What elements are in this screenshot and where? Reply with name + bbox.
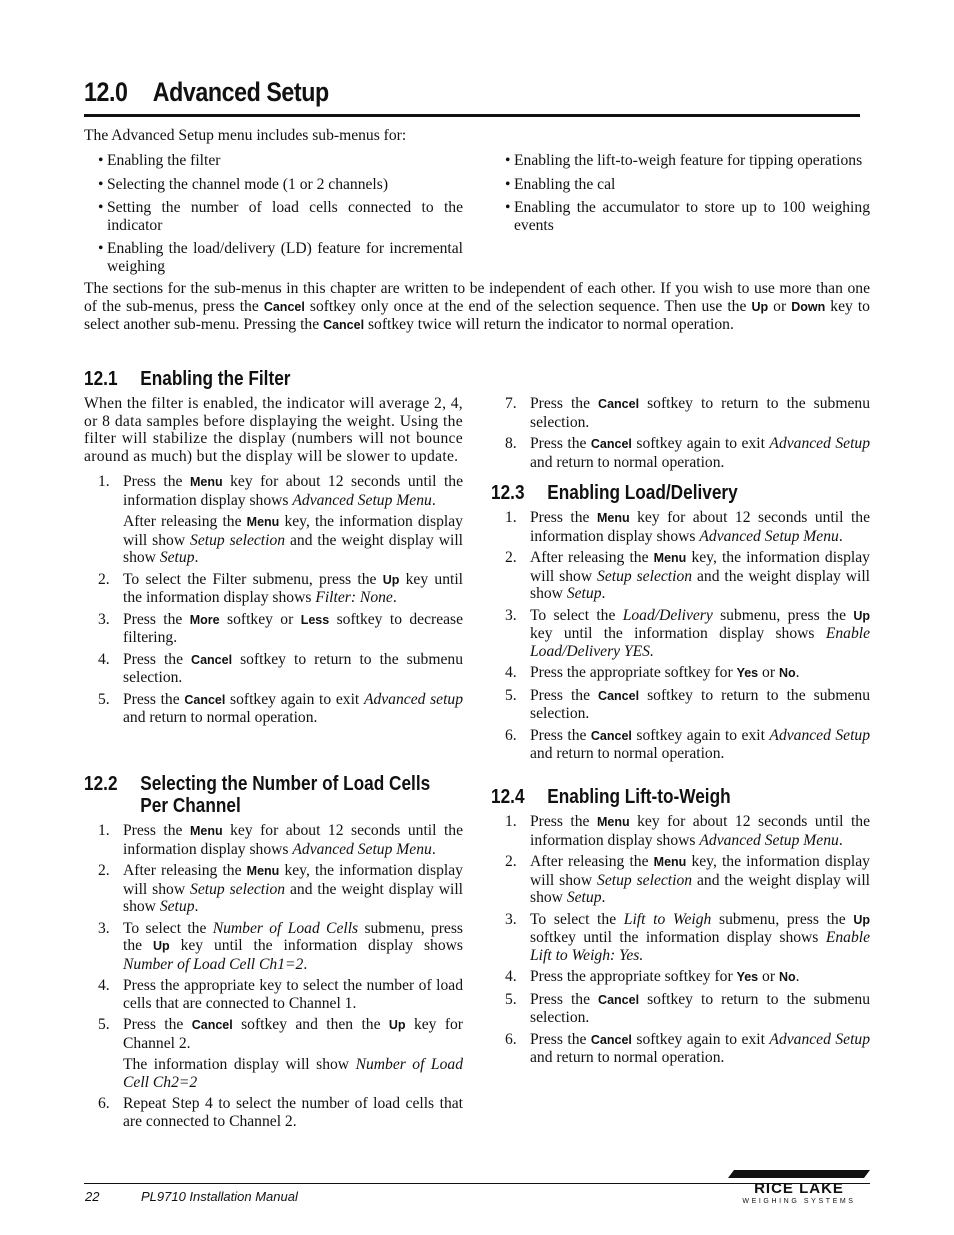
page-title [84,74,751,110]
list-item: 3. To select the Number of Load Cells submenu, press the Up key until the information display shows Number of Load Cell Ch1=2. [98,919,463,973]
cancel-key: Cancel [590,437,632,451]
cancel-key: Cancel [590,728,632,743]
list-item: 4. Press the appropriate softkey for Yes or No. [505,664,800,681]
up-key: Up [853,608,870,623]
cancel-key: Cancel [590,1032,632,1047]
submenu-list-right [505,152,870,240]
cancel-key: Cancel [598,992,640,1007]
section-12-1-continued [491,395,870,475]
list-item: 3. To select the Load/Delivery submenu, press the Up key until the information display shows Enable Load/Delivery YES. [505,606,870,660]
list-item: • Enabling the accumulator to store up to 100 weighing events [505,199,870,234]
logo-tagline: WEIGHING SYSTEMS [742,1198,856,1205]
cancel-key: Cancel [184,692,226,707]
menu-key: Menu [596,815,630,829]
menu-key: Menu [189,475,223,489]
filter-paragraph: When the filter is enabled, the indicator will average 2, 4, or 8 data samples before displaying the weight. Using the filter will stabilize the display (numbers will not bounce around as much) but the display will be slower to update. [84,395,463,465]
list-item: 2. After releasing the Menu key, the information display will show Setup selection and the weight display will show Setup. [505,853,870,906]
list-item: 1. Press the Menu key for about 12 seconds until the information display shows Advanced Setup Menu. After releasing the Menu key, the information display will show Setup selection and the weight display will show Setup. [98,473,463,566]
list-item: 2. To select the Filter submenu, press the Up key until the information display shows Filter: None. [98,570,463,606]
list-item: 3. Press the More softkey or Less softkey to decrease filtering. [98,610,464,646]
section-12-3-heading: 12.3 Enabling Load/Delivery [491,481,738,504]
menu-key: Menu [246,515,280,529]
section-12-2-body [84,822,463,1134]
up-key: Up [751,299,769,314]
list-item: • Enabling the lift-to-weigh feature for tipping operations [505,152,870,170]
no-key: No [778,666,796,680]
section-12-3-body [491,509,870,767]
list-item: 7. Press the Cancel softkey to return to the submenu selection. [505,395,870,431]
list-item: • Enabling the filter [98,152,463,170]
menu-key: Menu [653,551,687,565]
up-key: Up [388,1018,406,1032]
page-number: 22 [85,1189,100,1204]
list-item: 8. Press the Cancel softkey again to exit Advanced Setup and return to normal operation. [505,435,871,471]
no-key: No [778,970,796,984]
list-item: 4. Press the Cancel softkey to return to the submenu selection. [98,650,463,686]
cancel-key: Cancel [191,652,233,667]
cancel-key: Cancel [323,318,365,332]
cancel-key: Cancel [598,688,640,703]
list-item: 6. Press the Cancel softkey again to exit Advanced Setup and return to normal operation. [505,726,871,762]
list-item: 6. Press the Cancel softkey again to exit Advanced Setup and return to normal operation. [505,1030,871,1066]
section-12-1-body [84,395,463,731]
yes-key: Yes [736,666,759,680]
up-key: Up [853,912,870,927]
menu-key: Menu [189,824,223,838]
list-item: 6. Repeat Step 4 to select the number of load cells that are connected to Channel 2. [98,1095,463,1130]
chapter-title: Advanced Setup [152,77,329,107]
submenu-list-left [98,152,463,281]
chapter-number: 12.0 [84,77,128,107]
title-rule [84,114,860,117]
up-key: Up [152,939,170,953]
down-key: Down [791,299,826,314]
list-item: 4. Press the appropriate softkey for Yes or No. [505,968,800,985]
intro-text: The Advanced Setup menu includes sub-menus for: [84,127,407,144]
menu-key: Menu [653,855,687,869]
list-item: 5. Press the Cancel softkey to return to the submenu selection. [505,686,870,722]
list-item: 1. Press the Menu key for about 12 seconds until the information display shows Advanced Setup Menu. [505,509,870,545]
less-key: Less [300,612,330,627]
logo-wordmark: RICE LAKE [754,1180,844,1197]
list-item: 5. Press the Cancel softkey again to exit Advanced setup and return to normal operation. [98,690,464,726]
list-item: 1. Press the Menu key for about 12 seconds until the information display shows Advanced Setup Menu. [98,822,463,858]
menu-key: Menu [246,864,280,878]
yes-key: Yes [736,970,759,984]
menu-key: Menu [596,511,630,525]
section-12-2-heading: 12.2 Selecting the Number of Load Cells Per Channel [84,772,431,817]
list-item: • Selecting the channel mode (1 or 2 channels) [98,176,463,194]
list-item: 2. After releasing the Menu key, the information display will show Setup selection and the weight display will show Setup. [98,862,463,915]
list-item: 4. Press the appropriate key to select the number of load cells that are connected to Channel 1. [98,977,463,1012]
list-item: 2. After releasing the Menu key, the information display will show Setup selection and the weight display will show Setup. [505,549,870,602]
section-12-4-heading: 12.4 Enabling Lift-to-Weigh [491,785,731,808]
list-item: • Enabling the load/delivery (LD) feature for incremental weighing [98,240,463,275]
manual-title: PL9710 Installation Manual [141,1189,298,1204]
sections-paragraph: The sections for the sub-menus in this chapter are written to be independent of each other. If you wish to use more than one of the sub-menus, press the Cancel softkey only once at the end of the selection sequence. Then use the Up or Down key to select another sub-menu. Pressing the Cancel softkey twice will return the indicator to normal operation. [84,280,870,333]
cancel-key: Cancel [598,397,640,411]
cancel-key: Cancel [191,1018,233,1032]
rice-lake-logo-icon [728,1168,870,1206]
list-item: 1. Press the Menu key for about 12 seconds until the information display shows Advanced Setup Menu. [505,813,870,849]
up-key: Up [382,572,400,587]
more-key: More [189,612,220,627]
cancel-key: Cancel [263,299,305,314]
list-item: • Setting the number of load cells connected to the indicator [98,199,463,234]
section-12-4-body [491,813,870,1071]
list-item: 5. Press the Cancel softkey and then the Up key for Channel 2. The information display will show Number of Load Cell Ch2=2 [98,1016,464,1091]
list-item: • Enabling the cal [505,176,870,194]
list-item: 3. To select the Lift to Weigh submenu, press the Up softkey until the information display shows Enable Lift to Weigh: Yes. [505,910,870,964]
list-item: 5. Press the Cancel softkey to return to the submenu selection. [505,990,870,1026]
section-12-1-heading: 12.1 Enabling the Filter [84,367,291,390]
